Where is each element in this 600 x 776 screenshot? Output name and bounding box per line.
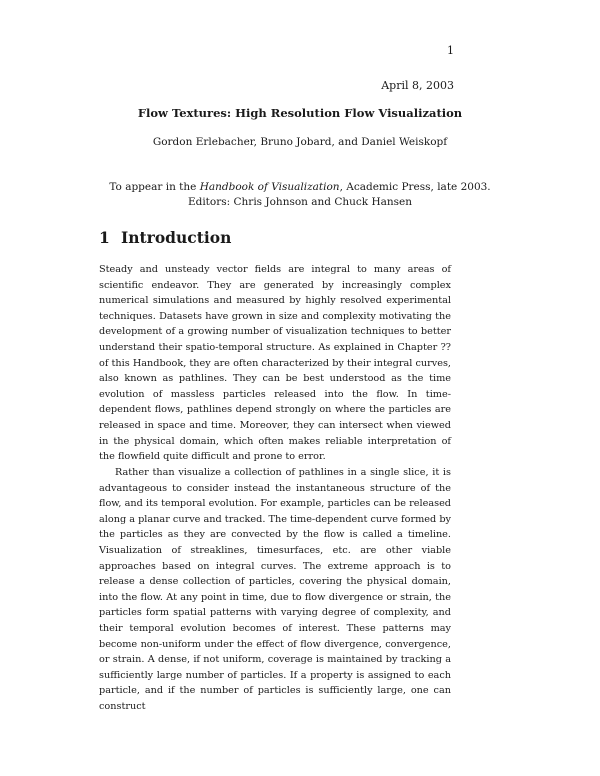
paper-title: Flow Textures: High Resolution Flow Visualization: [137, 106, 463, 120]
publication-prefix: To appear in the: [109, 181, 200, 193]
publication-book: Handbook of Visualization: [199, 181, 340, 193]
publication-line: [0, 180, 600, 195]
publication-editors: Editors: Chris Johnson and Chuck Hansen: [187, 196, 413, 208]
body-paragraph: Rather than visualize a collection of pathlines in a single slice, it is advantageous to consider instead the instantaneous structure of the flow, and its temporal evolution. For example, particles can be released along a planar curve and tracked. The time-dependent curve formed by the particles as they are convected by the flow is called a timeline. Visualization of streaklines, timesurfaces, etc. are other viable approaches based on integral curves. The extreme approach is to release a dense collection of particles, covering the physical domain, into the flow. At any point in time, due to flow divergence or strain, the particles form spatial patterns with varying degree of complexity, and their temporal evolution becomes of interest. These patterns may become non-uniform under the effect of flow divergence, convergence, or strain. A dense, if not uniform, coverage is maintained by tracking a sufficiently large number of particles. If a property is assigned to each particle, and if the number of particles is sufficiently large, one can construct: [99, 467, 451, 712]
section-title: Introduction: [121, 228, 232, 247]
paper-authors: Gordon Erlebacher, Bruno Jobard, and Daniel Weiskopf: [152, 136, 448, 148]
section-number: 1: [99, 228, 110, 247]
paper-date: April 8, 2003: [381, 79, 454, 92]
publication-suffix: , Academic Press, late 2003.: [339, 181, 491, 193]
section-heading: [99, 228, 231, 247]
publication-note: [0, 180, 600, 210]
page-number: 1: [447, 44, 454, 57]
body-paragraph: Steady and unsteady vector fields are integral to many areas of scientific endeavor. They are generated by increasingly complex numerical simulations and measured by highly resolved experimental techniques. Datasets have grown in size and complexity motivating the development of a growing number of visualization techniques to better understand their spatio-temporal structure. As explained in Chapter ?? of this Handbook, they are often characterized by their integral curves, also known as pathlines. They can be best understood as the time evolution of massless particles released into the flow. In time-dependent flows, pathlines depend strongly on where the particles are released in space and time. Moreover, they can intersect when viewed in the physical domain, which often makes reliable interpretation of the flowfield quite difficult and prone to error.: [99, 264, 451, 463]
